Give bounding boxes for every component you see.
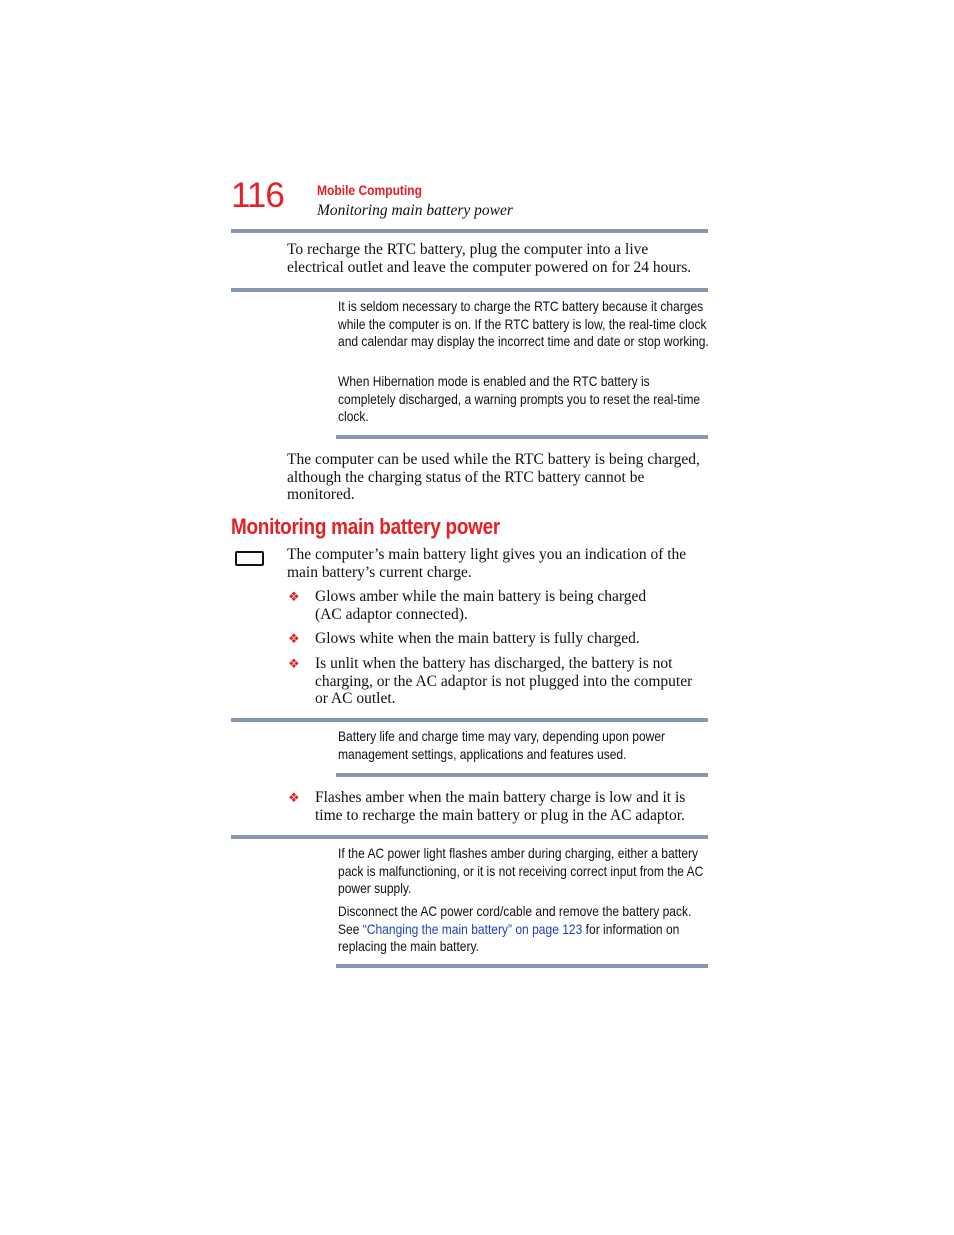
list-item: Glows amber while the main battery is being charged (AC adaptor connected).: [315, 588, 647, 623]
chapter-title: Mobile Computing: [317, 182, 423, 198]
note-top-rule: [231, 835, 708, 839]
paragraph-recharge-rtc: To recharge the RTC battery, plug the computer into a live electrical outlet and leave the computer powered on for 24 hours.: [287, 241, 692, 276]
note-text-after-link: for information on replacing the main battery.: [338, 920, 680, 954]
battery-light-icon: [235, 551, 264, 566]
note-bottom-rule: [336, 964, 708, 968]
note-hibernation: When Hibernation mode is enabled and the RTC battery is completely discharged, a warning prompts you to reset the real-time clock.: [338, 373, 701, 424]
list-item: Flashes amber when the main battery charge is low and it is time to recharge the main battery or plug in the AC adaptor.: [315, 789, 686, 824]
changing-main-battery-link[interactable]: “Changing the main battery” on page 123: [362, 920, 583, 937]
bullet-icon: ❖: [288, 589, 300, 604]
list-item: Glows white when the main battery is fully charged.: [315, 630, 640, 647]
section-heading: Monitoring main battery power: [231, 514, 500, 539]
section-running-head: Monitoring main battery power: [317, 202, 513, 219]
paragraph-use-while-charging: The computer can be used while the RTC battery is being charged, although the charging status of the RTC battery cannot be monitored.: [287, 451, 700, 503]
page-number: 116: [231, 176, 284, 215]
bullet-icon: ❖: [288, 790, 300, 805]
note-bottom-rule: [336, 773, 708, 777]
note-top-rule: [231, 718, 708, 722]
note-battery-life: Battery life and charge time may vary, depending upon power management settings, applications and features used.: [338, 728, 666, 762]
bullet-icon: ❖: [288, 656, 300, 671]
note-rtc-charging: It is seldom necessary to charge the RTC battery because it charges while the computer is on. If the RTC battery is low, the real-time clock and calendar may display the incorrect time and date or stop working.: [338, 298, 709, 349]
note-top-rule: [231, 288, 708, 292]
note-ac-light-flashes: If the AC power light flashes amber during charging, either a battery pack is malfunctioning, or it is not receiving correct input from the AC power supply.: [338, 845, 704, 896]
list-item: Is unlit when the battery has discharged, the battery is not charging, or the AC adaptor is not plugged into the computer or AC outlet.: [315, 655, 693, 707]
bullet-icon: ❖: [288, 631, 300, 646]
note-text-before-link: Disconnect the AC power cord/cable and remove the battery pack. See: [338, 903, 692, 937]
paragraph-battery-light: The computer’s main battery light gives you an indication of the main battery’s current charge.: [287, 546, 687, 581]
header-rule: [231, 229, 708, 233]
note-bottom-rule: [336, 435, 708, 439]
note-disconnect-ac: [338, 903, 710, 956]
